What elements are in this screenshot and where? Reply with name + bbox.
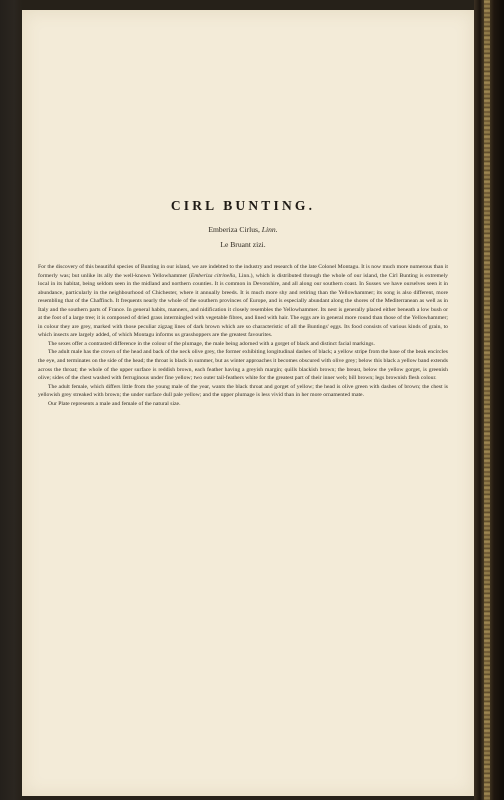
paragraph-plate-note: Our Plate represents a male and female of the natural size.	[48, 400, 181, 407]
text-block	[38, 198, 448, 408]
paragraph-adult-male: The adult male has the crown of the head and back of the neck olive grey, the former exhibiting longitudinal dashes of black; a yellow stripe from the base of the beak encircles the eye, and terminates on the side of the head; the throat is black in summer, but as winter approaches it becomes obscured with olive grey; below this black a yellow band extends across the throat; the whole of the upper surface is reddish brown, each feather having a greyish margin; quills blackish brown; the breast, below the yellow gorget, is greenish olive; sides of the chest washed with ferruginous under fine yellow; two outer tail-feathers white for the greatest part of their inner web; bill brown; legs brownish flesh colour.	[38, 349, 448, 382]
paragraph-intro-part-b: , Linn.), which is distributed through the whole of our island, the Cirl Bunting is extremely local in its habitat, being seldom seen in the midland and northern counties. It is common in Devonshire, and all along our southern coast. In Sussex we have ourselves seen it in abundance, particularly in the neighbourhood of Chichester, where it annually breeds. It is much more shy and retiring than the Yellowhammer; its song is also different, more resembling that of the Chaffinch. It frequents nearly the whole of the southern provinces of Europe, and is especially abundant along the shores of the Mediterranean as well as in Italy and the southern parts of France. In general habits, manners, and nidification it closely resembles the Yellowhammer. Its nest is generally placed either beneath a low bush or at the foot of a large tree; it is composed of dried grass intermingled with vegetable fibres, and lined with hair. The eggs are in general more round than those of the Yellowhammer; in colour they are grey, marked with those peculiar zigzag lines of dark brown which are so characteristic of all the Buntings' eggs. Its food consists of various kinds of grain, to which insects are largely added, of which Montagu informs us grasshoppers are the greatest favourites.	[38, 272, 448, 339]
scientific-name	[38, 225, 448, 234]
paragraph-intro-italic: Emberiza citrinella	[190, 272, 236, 279]
page-title: CIRL BUNTING.	[170, 198, 316, 213]
paragraph-intro	[38, 263, 448, 340]
book-binding-edge	[474, 0, 504, 800]
paragraph-intro-part-a: For the discovery of this beautiful species of Bunting in our island, we are indebted to the industry and research of the late Colonel Montagu. It is now much more numerous than it formerly was; but unlike its ally the well-known Yellowhammer (	[38, 264, 448, 279]
french-name: Le Bruant zizi.	[220, 240, 266, 249]
scientific-name-text: Emberiza Cirlus,	[208, 225, 260, 234]
paragraph-sexes: The sexes offer a contrasted difference in the colour of the plumage, the male being adorned with a gorget of black and distinct facial markings.	[48, 340, 375, 347]
scientific-name-authority: Linn.	[261, 225, 278, 234]
paragraph-adult-female: The adult female, which differs little from the young male of the year, wants the black throat and gorget of yellow; the head is olive green with dashes of brown; the chest is yellowish grey streaked with brown; the under surface dull pale yellow; and the upper plumage is less vivid than in her more ornamented mate.	[38, 383, 448, 399]
